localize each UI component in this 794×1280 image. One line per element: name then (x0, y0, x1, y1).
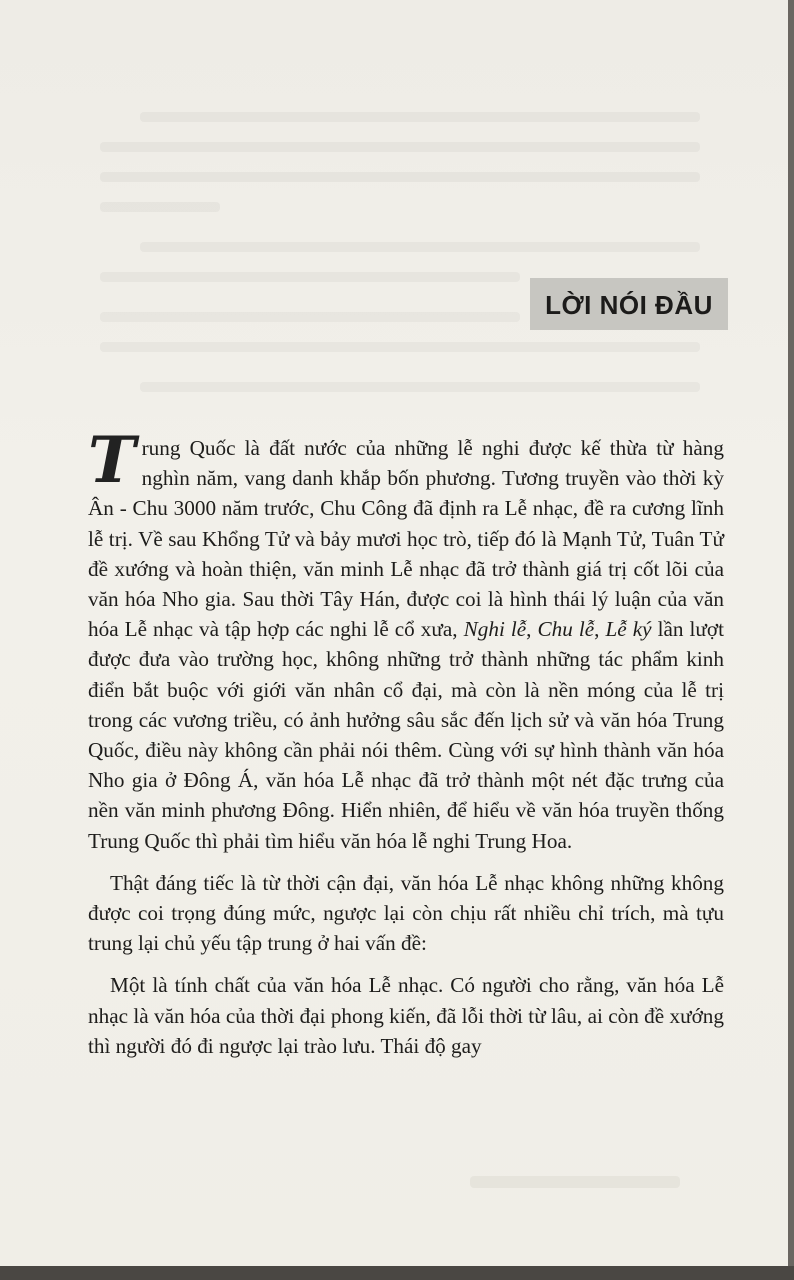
bleed-through-line (100, 312, 520, 322)
paragraph-2: Thật đáng tiếc là từ thời cận đại, văn hóa Lễ nhạc không những không được coi trọng đúng mức, ngược lại còn chịu rất nhiều chỉ trích, mà tựu trung lại chủ yếu tập trung ở hai vấn đề: (88, 870, 724, 956)
book-title-chu-le: Chu lễ (537, 617, 595, 642)
paragraph-1-text: rung Quốc là đất nước của những lễ nghi được kế thừa từ hàng nghìn năm, vang danh khắp bốn phương. Tương truyền vào thời kỳ Ân - Chu 3000 năm trước, Chu Công đã định ra Lễ nhạc, đề ra cương lĩnh lễ trị. Về sau Khổng Tử và bảy mươi học trò, tiếp đó là Mạnh Tử, Tuân Tử đề xướng và hoàn thiện, văn minh Lễ nhạc đã trở thành giá trị cốt lõi của văn hóa Nho gia. Sau thời Tây Hán, được coi là hình thái lý luận của văn hóa Lễ nhạc và tập hợp các nghi lễ cổ xưa, (88, 436, 724, 642)
bleed-through-footer (470, 1176, 680, 1188)
page-right-edge (788, 0, 794, 1280)
drop-cap: T (88, 423, 136, 498)
bleed-through-line (100, 202, 220, 212)
bleed-through-line (100, 342, 700, 352)
bleed-through-line (100, 272, 520, 282)
bleed-through-line (140, 112, 700, 122)
paragraph-1 (88, 423, 724, 856)
bleed-through-line (140, 242, 700, 252)
bleed-through-line (100, 172, 700, 182)
bleed-through-line (140, 382, 700, 392)
book-title-le-ky: Lễ ký (605, 617, 652, 642)
paragraph-3: Một là tính chất của văn hóa Lễ nhạc. Có người cho rằng, văn hóa Lễ nhạc là văn hóa của thời đại phong kiến, đã lỗi thời từ lâu, ai còn đề xướng thì người đó đi ngược lại trào lưu. Thái độ gay (88, 973, 724, 1058)
body-text (88, 423, 724, 1061)
paragraph-1-continued: lần lượt được đưa vào trường học, không những trở thành những tác phẩm kinh điển bắt buộc với giới văn nhân cổ đại, mà còn là nền móng của lễ trị trong các vương triều, có ảnh hưởng sâu sắc đến lịch sử và văn hóa Trung Quốc, điều này không cần phải nói thêm. Cùng với sự hình thành văn hóa Nho gia ở Đông Á, văn hóa Lễ nhạc đã trở thành một nét đặc trưng của nền văn minh phương Đông. Hiển nhiên, để hiểu về văn hóa truyền thống Trung Quốc thì phải tìm hiểu văn hóa lễ nghi Trung Hoa. (88, 617, 724, 853)
book-title-nghi-le: Nghi lễ (463, 617, 527, 642)
separator: , (594, 617, 606, 642)
chapter-heading: LỜI NÓI ĐẦU (545, 290, 713, 320)
bleed-through-line (100, 142, 700, 152)
page-bottom-edge (0, 1266, 794, 1280)
separator: , (526, 617, 538, 642)
